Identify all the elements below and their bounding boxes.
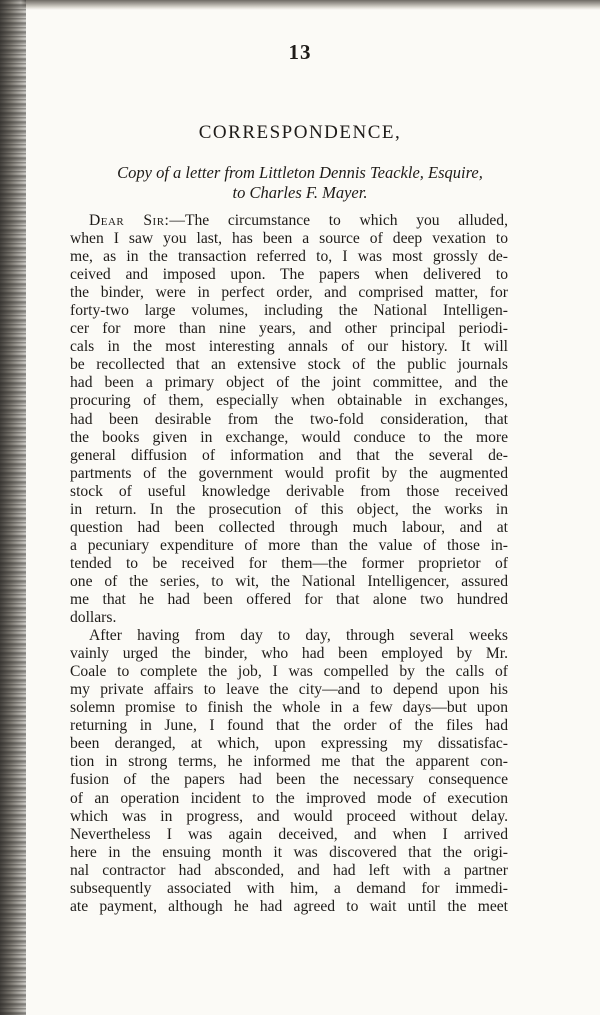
body-line: Nevertheless I was again deceived, and when I arrived bbox=[70, 825, 508, 843]
body-line: a pecuniary expenditure of more than the value of those in- bbox=[70, 536, 508, 554]
body-line-text: —The circumstance to which you alluded, bbox=[169, 212, 508, 229]
letter-subtitle bbox=[70, 163, 530, 203]
body-line: ate payment, although he had agreed to wait until the meet bbox=[70, 897, 508, 915]
body-line: fusion of the papers had been the necessary consequence bbox=[70, 771, 508, 789]
body-line: After having from day to day, through several weeks bbox=[89, 627, 508, 645]
body-line: partments of the government would profit by the augmented bbox=[70, 464, 508, 482]
section-heading: CORRESPONDENCE, bbox=[198, 122, 402, 143]
body-line: returning in June, I found that the order of the files had bbox=[70, 717, 508, 735]
body-line: ceived and imposed upon. The papers when delivered to bbox=[70, 266, 508, 284]
body-line: tended to be received for them—the former proprietor of bbox=[70, 554, 508, 572]
body-line: dollars. bbox=[70, 609, 117, 627]
body-line: the books given in exchange, would conduce to the more bbox=[70, 428, 508, 446]
subtitle-line: Copy of a letter from Littleton Dennis Teackle, Esquire, bbox=[117, 163, 483, 182]
body-line: the binder, were in perfect order, and comprised matter, for bbox=[70, 284, 508, 302]
body-line: solemn promise to finish the whole in a few days—but upon bbox=[70, 699, 508, 717]
body-line bbox=[70, 212, 508, 230]
subtitle-line: to Charles F. Mayer. bbox=[232, 183, 368, 202]
body-line: in return. In the prosecution of this object, the works in bbox=[70, 500, 508, 518]
salutation: Dear Sir: bbox=[89, 212, 170, 229]
body-line: cals in the most interesting annals of our history. It will bbox=[70, 338, 508, 356]
body-line: one of the series, to wit, the National Intelligencer, assured bbox=[70, 572, 508, 590]
body-line: been deranged, at which, upon expressing my dissatisfac- bbox=[70, 735, 508, 753]
letter-body bbox=[70, 212, 508, 916]
body-line: be recollected that an extensive stock of the public journals bbox=[70, 356, 508, 374]
body-line: stock of useful knowledge derivable from those received bbox=[70, 482, 508, 500]
body-line: cer for more than nine years, and other principal periodi- bbox=[70, 320, 508, 338]
body-line: general diffusion of information and that the several de- bbox=[70, 446, 508, 464]
page-number: 13 bbox=[288, 40, 312, 64]
body-line: me that he had been offered for that alone two hundred bbox=[70, 590, 508, 608]
body-line: vainly urged the binder, who had been employed by Mr. bbox=[70, 645, 508, 663]
body-line: question had been collected through much labour, and at bbox=[70, 518, 508, 536]
body-line: me, as in the transaction referred to, I was most grossly de- bbox=[70, 248, 508, 266]
body-line: Coale to complete the job, I was compelled by the calls of bbox=[70, 663, 508, 681]
body-line: had been desirable from the two-fold consideration, that bbox=[70, 410, 508, 428]
body-line: which was in progress, and would proceed without delay. bbox=[70, 807, 508, 825]
body-line: subsequently associated with him, a demand for immedi- bbox=[70, 879, 508, 897]
body-line: when I saw you last, has been a source of deep vexation to bbox=[70, 230, 508, 248]
body-line: of an operation incident to the improved mode of execution bbox=[70, 789, 508, 807]
body-line: here in the ensuing month it was discovered that the origi- bbox=[70, 843, 508, 861]
body-line: procuring of them, especially when obtainable in exchanges, bbox=[70, 392, 508, 410]
page-top-edge-shadow bbox=[0, 0, 600, 10]
binding-edge-shadow bbox=[0, 0, 26, 1015]
body-line: tion in strong terms, he informed me that the apparent con- bbox=[70, 753, 508, 771]
body-line: forty-two large volumes, including the National Intelligen- bbox=[70, 302, 508, 320]
body-line: nal contractor had absconded, and had left with a partner bbox=[70, 861, 508, 879]
body-line: had been a primary object of the joint committee, and the bbox=[70, 374, 508, 392]
body-line: my private affairs to leave the city—and to depend upon his bbox=[70, 681, 508, 699]
